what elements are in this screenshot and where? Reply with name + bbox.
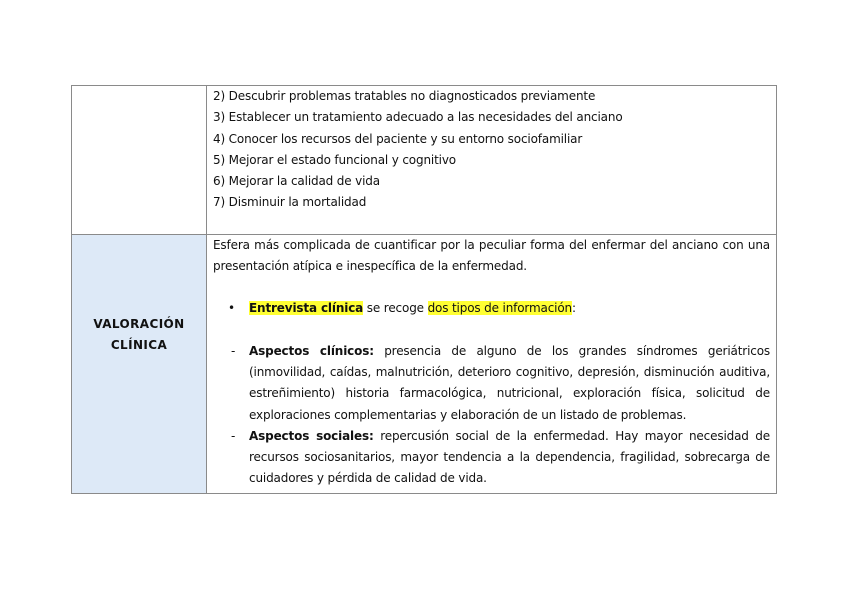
objective-item: 7) Disminuir la mortalidad bbox=[213, 195, 367, 210]
clinical-label-cell bbox=[72, 234, 207, 493]
social-aspects-title: Aspectos sociales: bbox=[249, 428, 374, 443]
dash-item-clinical: - Aspectos clínicos: presencia de alguno de los grandes síndromes geriátricos (inmovilidad, caídas, malnutrición, deterioro cognitivo, depresión, disminución auditiva, estreñimiento) historia farmacológica, nutricional, exploración física, solicitud de exploraciones complementarias y elaboración de un listado de problemas. bbox=[213, 341, 770, 426]
bullet-icon: • bbox=[228, 301, 235, 316]
interview-title: Entrevista clínica bbox=[249, 301, 364, 316]
objective-item: 6) Mejorar la calidad de vida bbox=[213, 174, 380, 189]
clinical-row bbox=[72, 234, 777, 493]
clinical-content-cell bbox=[207, 234, 777, 493]
dash-item-social: - Aspectos sociales: repercusión social de la enfermedad. Hay mayor necesidad de recursos sociosanitarios, mayor tendencia a la dependencia, fragilidad, sobrecarga de cuidadores y pérdida de calidad de vida. bbox=[213, 426, 770, 490]
objectives-label-cell bbox=[72, 86, 207, 235]
clinical-aspects-title: Aspectos clínicos: bbox=[249, 343, 374, 358]
objectives-row bbox=[72, 86, 777, 235]
objective-item: 3) Establecer un tratamiento adecuado a las necesidades del anciano bbox=[213, 110, 623, 125]
bullet-item-interview: • Entrevista clínica se recoge dos tipos de información: bbox=[213, 298, 770, 319]
assessment-table bbox=[71, 85, 777, 494]
info-types-highlight: dos tipos de información bbox=[427, 301, 573, 316]
objective-item: 4) Conocer los recursos del paciente y su entorno sociofamiliar bbox=[213, 131, 583, 146]
objectives-content-cell bbox=[207, 86, 777, 235]
dash-icon: - bbox=[231, 428, 236, 443]
dash-icon: - bbox=[231, 343, 236, 358]
objective-item: 5) Mejorar el estado funcional y cognitivo bbox=[213, 152, 456, 167]
intro-paragraph: Esfera más complicada de cuantificar por la peculiar forma del enfermar del anciano con una presentación atípica e inespecífica de la enfermedad. bbox=[213, 237, 770, 274]
objective-item: 2) Descubrir problemas tratables no diagnosticados previamente bbox=[213, 89, 596, 103]
section-label: VALORACIÓN CLÍNICA bbox=[93, 316, 185, 352]
